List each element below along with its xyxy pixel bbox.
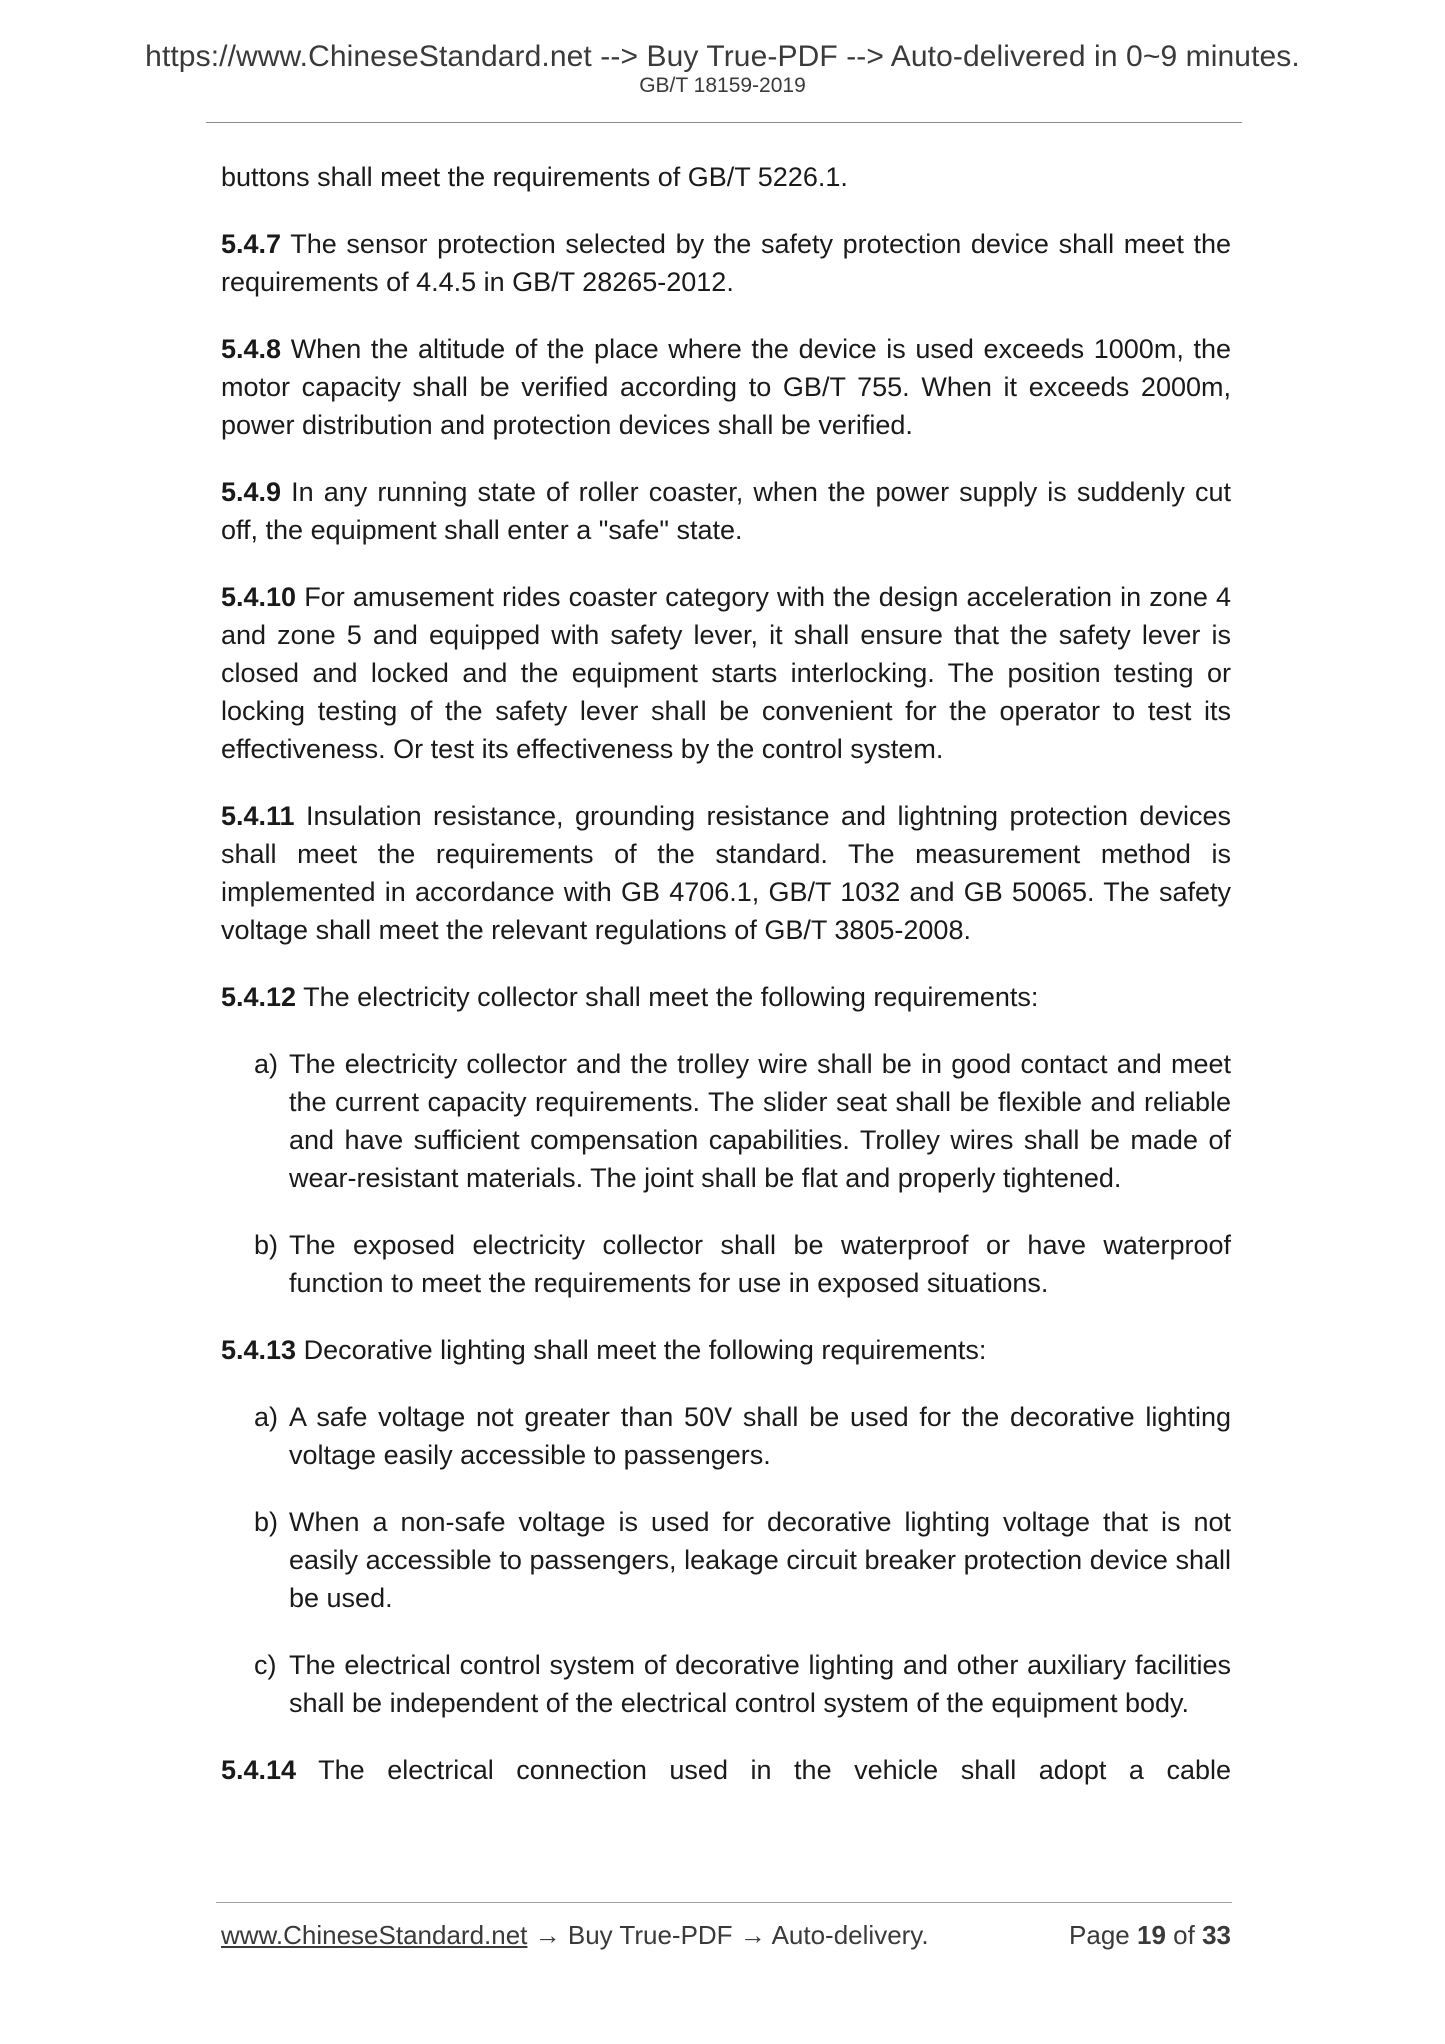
clause-5-4-12 <box>221 978 1231 1016</box>
list-item <box>221 1646 1231 1722</box>
clause-text: For amusement rides coaster category with the design acceleration in zone 4 and zone 5 and equipped with safety lever, it shall ensure that the safety lever is closed and locked and the equipment starts interlocking. The position testing or locking testing of the safety lever shall be convenient for the operator to test its effectiveness. Or test its effectiveness by the control system. <box>221 582 1231 764</box>
clause-text: Insulation resistance, grounding resistance and lightning protection devices shall meet the requirements of the standard. The measurement method is implemented in accordance with GB 4706.1, GB/T 1032 and GB 50065. The safety voltage shall meet the relevant regulations of GB/T 3805-2008. <box>221 801 1231 945</box>
clause-number: 5.4.7 <box>221 229 282 259</box>
clause-number: 5.4.11 <box>221 801 295 831</box>
footer-site-link[interactable]: www.ChineseStandard.net <box>221 1920 528 1950</box>
page-of: of <box>1173 1920 1195 1950</box>
clause-5-4-11 <box>221 797 1231 949</box>
clause-text: The electrical connection used in the vehicle shall adopt a cable <box>318 1755 1231 1785</box>
list-item-label: b) <box>254 1230 279 1260</box>
clause-5-4-10 <box>221 578 1231 768</box>
header-banner[interactable]: https://www.ChineseStandard.net --> Buy True-PDF --> Auto-delivered in 0~9 minutes. <box>145 40 1300 73</box>
list-item-text: The electricity collector and the trolley wire shall be in good contact and meet the current capacity requirements. The slider seat shall be flexible and reliable and have sufficient compensation capabilities. Trolley wires shall be made of wear-resistant materials. The joint shall be flat and properly tightened. <box>289 1049 1231 1193</box>
clause-number: 5.4.9 <box>221 477 282 507</box>
list-item <box>221 1503 1231 1617</box>
clause-number: 5.4.14 <box>221 1755 297 1785</box>
clause-text: The sensor protection selected by the safety protection device shall meet the requirements of 4.4.5 in GB/T 28265-2012. <box>221 229 1232 297</box>
list-item <box>221 1398 1231 1474</box>
footer-divider <box>216 1902 1232 1903</box>
list-item-text: The exposed electricity collector shall be waterproof or have waterproof function to meet the requirements for use in exposed situations. <box>289 1230 1231 1298</box>
clause-5-4-13 <box>221 1331 1231 1369</box>
clause-5-4-7 <box>221 225 1231 301</box>
page-body <box>221 158 1231 1818</box>
list-item-text: The electrical control system of decorative lighting and other auxiliary facilities shall be independent of the electrical control system of the equipment body. <box>289 1650 1231 1718</box>
continuation-text: buttons shall meet the requirements of GB/T 5226.1. <box>221 162 848 192</box>
footer-left <box>221 1920 929 1951</box>
page-total: 33 <box>1202 1920 1231 1950</box>
clause-number: 5.4.10 <box>221 582 297 612</box>
list-item-label: c) <box>254 1650 277 1680</box>
clause-number: 5.4.13 <box>221 1335 297 1365</box>
document-code: GB/T 18159-2019 <box>639 74 806 97</box>
clause-5-4-8 <box>221 330 1231 444</box>
footer-tagline: → Buy True-PDF → Auto-delivery. <box>527 1920 929 1950</box>
page-indicator <box>1069 1920 1231 1951</box>
list-item-label: a) <box>254 1402 279 1432</box>
list-item-text: When a non-safe voltage is used for decorative lighting voltage that is not easily accessible to passengers, leakage circuit breaker protection device shall be used. <box>289 1507 1231 1613</box>
page-current: 19 <box>1137 1920 1166 1950</box>
list-item-label: a) <box>254 1049 279 1079</box>
list-item-label: b) <box>254 1507 279 1537</box>
list-item <box>221 1226 1231 1302</box>
clause-text: In any running state of roller coaster, when the power supply is suddenly cut off, the equipment shall enter a "safe" state. <box>221 477 1231 545</box>
clause-text: When the altitude of the place where the device is used exceeds 1000m, the motor capacity shall be verified according to GB/T 755. When it exceeds 2000m, power distribution and protection devices shall be verified. <box>221 334 1231 440</box>
list-item-text: A safe voltage not greater than 50V shall be used for the decorative lighting voltage easily accessible to passengers. <box>289 1402 1231 1470</box>
clause-number: 5.4.12 <box>221 982 297 1012</box>
header-divider <box>206 122 1242 123</box>
page-word: Page <box>1069 1920 1130 1950</box>
clause-text: Decorative lighting shall meet the following requirements: <box>303 1335 987 1365</box>
clause-5-4-9 <box>221 473 1231 549</box>
clause-number: 5.4.8 <box>221 334 282 364</box>
list-item <box>221 1045 1231 1197</box>
clause-5-4-14 <box>221 1751 1231 1789</box>
clause-text: The electricity collector shall meet the following requirements: <box>303 982 1039 1012</box>
